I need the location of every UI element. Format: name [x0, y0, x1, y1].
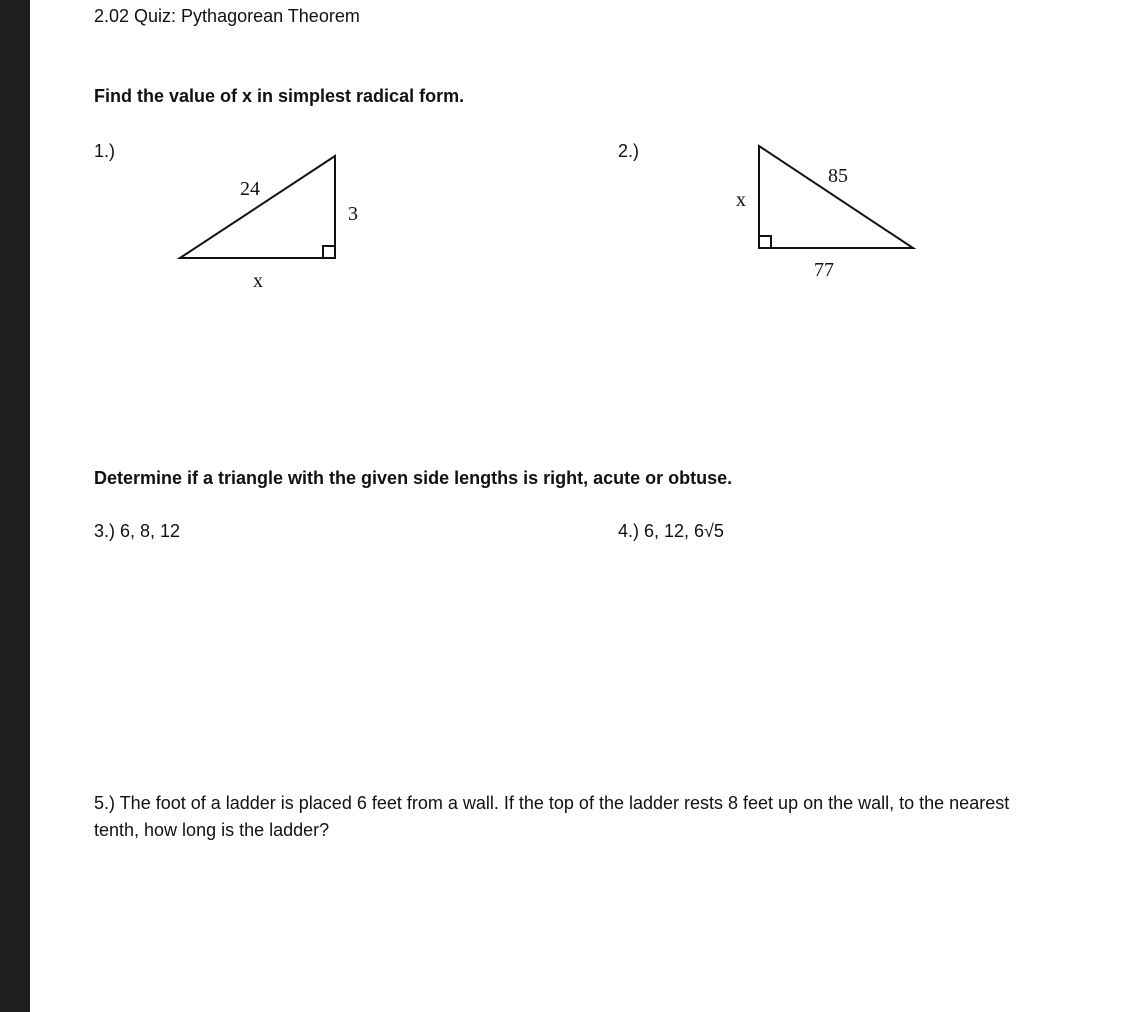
problem2-triangle-diagram	[730, 135, 930, 285]
problem1-vertical-leg-label: 3	[348, 203, 358, 225]
problem1-triangle-diagram	[170, 145, 370, 295]
problem3-text: 3.) 6, 8, 12	[94, 521, 181, 541]
problem2-horizontal-leg-label: 77	[814, 259, 834, 281]
left-window-edge	[0, 0, 30, 1012]
section1-instruction: Find the value of x in simplest radical form.	[94, 86, 465, 106]
quiz-title: 2.02 Quiz: Pythagorean Theorem	[94, 6, 360, 26]
problem1-hypotenuse-label: 24	[240, 178, 260, 200]
problem1-horizontal-leg-label: x	[253, 270, 263, 292]
problem1-number: 1.)	[94, 141, 116, 161]
problem2-right-angle-marker	[759, 236, 771, 248]
problem2-vertical-leg-label: x	[736, 189, 746, 211]
problem1-right-angle-marker	[323, 246, 335, 258]
problem4-text: 4.) 6, 12, 6√5	[618, 521, 724, 541]
section2-instruction: Determine if a triangle with the given side lengths is right, acute or obtuse.	[94, 468, 733, 488]
problem1-triangle	[180, 156, 335, 258]
problem5-text: 5.) The foot of a ladder is placed 6 feet from a wall. If the top of the ladder rests 8 feet up on the wall, to the nearest tenth, how long is the ladder?	[94, 793, 1010, 840]
problem2-number: 2.)	[618, 141, 640, 161]
problem2-triangle	[759, 146, 913, 248]
problem2-hypotenuse-label: 85	[828, 165, 848, 187]
